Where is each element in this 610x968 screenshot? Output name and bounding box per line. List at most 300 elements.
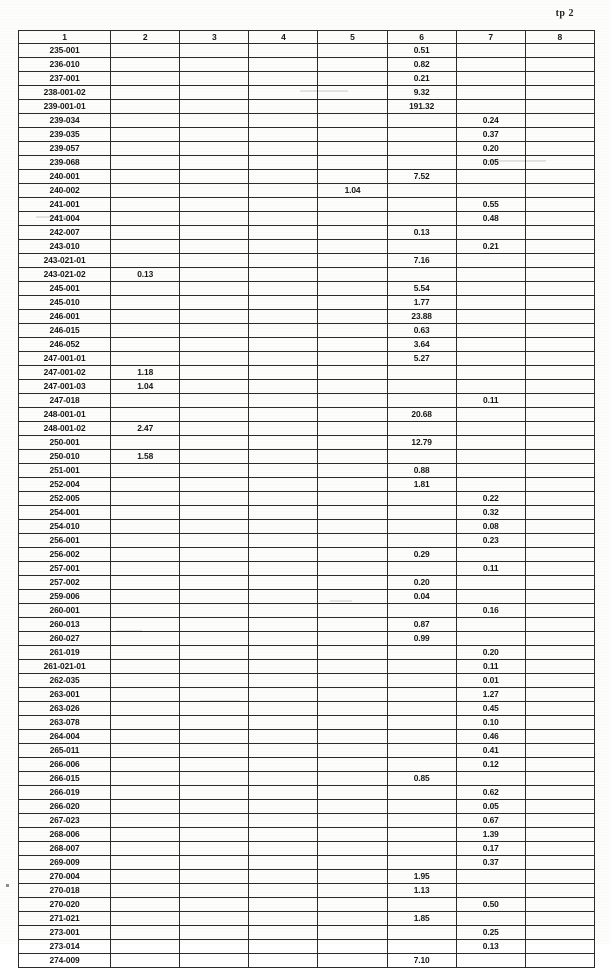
row-code: 266-006 [19,758,111,772]
row-value-col7 [456,100,525,114]
row-code: 247-018 [19,394,111,408]
row-value-col6 [387,646,456,660]
row-value-col3 [180,926,249,940]
row-value-col7: 0.41 [456,744,525,758]
row-value-col4 [249,170,318,184]
row-value-col7 [456,912,525,926]
table-row [19,562,595,576]
row-value-col7 [456,436,525,450]
row-code: 265-011 [19,744,111,758]
row-value-col3 [180,786,249,800]
row-value-col7: 0.50 [456,898,525,912]
row-value-col8 [525,898,594,912]
row-value-col8 [525,184,594,198]
row-value-col7 [456,254,525,268]
row-value-col5 [318,226,387,240]
row-value-col8 [525,758,594,772]
row-value-col4 [249,464,318,478]
row-value-col2 [111,436,180,450]
column-header-6: 6 [387,31,456,44]
row-value-col6 [387,268,456,282]
row-value-col2: 1.18 [111,366,180,380]
table-row [19,576,595,590]
row-value-col3 [180,534,249,548]
row-value-col5 [318,72,387,86]
row-code: 270-020 [19,898,111,912]
row-code: 250-010 [19,450,111,464]
row-value-col6 [387,744,456,758]
table-row [19,492,595,506]
row-value-col2 [111,604,180,618]
row-value-col5 [318,772,387,786]
table-row [19,170,595,184]
row-value-col7: 0.23 [456,534,525,548]
table-row [19,338,595,352]
row-value-col7 [456,590,525,604]
row-code: 247-001-01 [19,352,111,366]
row-value-col3 [180,170,249,184]
row-value-col4 [249,408,318,422]
row-value-col8 [525,352,594,366]
row-value-col2 [111,632,180,646]
row-value-col6 [387,184,456,198]
row-value-col2 [111,296,180,310]
row-value-col5 [318,366,387,380]
table-row [19,184,595,198]
row-value-col6: 0.87 [387,618,456,632]
row-value-col8 [525,44,594,58]
row-value-col6 [387,534,456,548]
row-value-col3 [180,520,249,534]
row-value-col2 [111,842,180,856]
row-value-col5 [318,632,387,646]
row-value-col2 [111,912,180,926]
row-value-col8 [525,422,594,436]
row-value-col2 [111,716,180,730]
data-table [18,30,595,968]
row-value-col7 [456,58,525,72]
row-value-col7: 0.21 [456,240,525,254]
row-code: 245-001 [19,282,111,296]
row-value-col2 [111,338,180,352]
row-value-col6 [387,114,456,128]
row-value-col8 [525,366,594,380]
row-value-col5 [318,842,387,856]
row-code: 264-004 [19,730,111,744]
row-code: 254-001 [19,506,111,520]
table-row [19,296,595,310]
row-value-col6: 191.32 [387,100,456,114]
row-value-col6: 1.81 [387,478,456,492]
table-row [19,870,595,884]
row-value-col4 [249,898,318,912]
table-header-row [19,31,595,44]
row-value-col8 [525,590,594,604]
row-value-col7: 0.01 [456,674,525,688]
row-value-col5 [318,604,387,618]
row-value-col3 [180,408,249,422]
row-value-col4 [249,828,318,842]
table-row [19,114,595,128]
row-value-col2: 0.13 [111,268,180,282]
row-value-col6: 1.13 [387,884,456,898]
row-code: 273-001 [19,926,111,940]
row-value-col3 [180,268,249,282]
row-value-col7 [456,464,525,478]
row-value-col7: 0.25 [456,926,525,940]
row-value-col4 [249,758,318,772]
row-value-col8 [525,842,594,856]
row-value-col8 [525,310,594,324]
row-value-col6 [387,492,456,506]
row-value-col3 [180,422,249,436]
row-value-col8 [525,268,594,282]
row-code: 252-004 [19,478,111,492]
row-value-col7: 0.20 [456,646,525,660]
row-code: 245-010 [19,296,111,310]
row-value-col6 [387,674,456,688]
row-value-col5 [318,702,387,716]
row-value-col8 [525,954,594,968]
row-value-col4 [249,912,318,926]
row-value-col4 [249,786,318,800]
table-row [19,380,595,394]
table-row [19,730,595,744]
row-value-col2 [111,618,180,632]
row-value-col3 [180,758,249,772]
row-value-col3 [180,72,249,86]
row-value-col6: 1.85 [387,912,456,926]
row-value-col8 [525,926,594,940]
row-value-col5 [318,338,387,352]
row-value-col4 [249,772,318,786]
row-value-col5 [318,884,387,898]
row-code: 239-001-01 [19,100,111,114]
row-value-col2 [111,884,180,898]
row-value-col7 [456,548,525,562]
row-value-col2 [111,940,180,954]
row-code: 246-015 [19,324,111,338]
row-value-col7 [456,184,525,198]
row-value-col7: 0.37 [456,128,525,142]
row-value-col8 [525,772,594,786]
row-value-col5 [318,86,387,100]
row-code: 248-001-02 [19,422,111,436]
row-value-col7 [456,408,525,422]
row-code: 239-057 [19,142,111,156]
row-value-col2 [111,730,180,744]
row-value-col4 [249,534,318,548]
row-value-col6: 1.95 [387,870,456,884]
row-code: 256-002 [19,548,111,562]
row-value-col2 [111,282,180,296]
table-row [19,898,595,912]
row-value-col7 [456,226,525,240]
row-code: 241-001 [19,198,111,212]
row-value-col6 [387,828,456,842]
row-value-col6 [387,450,456,464]
row-value-col8 [525,156,594,170]
row-value-col2 [111,100,180,114]
row-value-col2 [111,170,180,184]
row-value-col8 [525,198,594,212]
row-value-col5 [318,940,387,954]
row-value-col5 [318,744,387,758]
row-value-col3 [180,912,249,926]
table-row [19,842,595,856]
row-value-col2 [111,114,180,128]
row-value-col4 [249,296,318,310]
row-code: 237-001 [19,72,111,86]
row-value-col3 [180,898,249,912]
row-value-col8 [525,338,594,352]
row-value-col2 [111,688,180,702]
row-value-col3 [180,464,249,478]
row-value-col4 [249,142,318,156]
row-code: 263-001 [19,688,111,702]
row-value-col3 [180,240,249,254]
table-row [19,198,595,212]
table-row [19,926,595,940]
table-row [19,282,595,296]
row-value-col3 [180,702,249,716]
row-value-col3 [180,198,249,212]
table-row [19,422,595,436]
row-value-col4 [249,856,318,870]
table-row [19,352,595,366]
row-value-col2 [111,660,180,674]
table-row [19,786,595,800]
row-value-col8 [525,814,594,828]
row-value-col4 [249,660,318,674]
row-value-col7 [456,338,525,352]
row-value-col7: 0.11 [456,562,525,576]
row-code: 262-035 [19,674,111,688]
row-value-col6: 0.04 [387,590,456,604]
row-value-col4 [249,814,318,828]
row-value-col6: 7.16 [387,254,456,268]
row-value-col8 [525,688,594,702]
row-value-col7: 0.05 [456,156,525,170]
table-row [19,758,595,772]
row-code: 260-027 [19,632,111,646]
row-value-col4 [249,366,318,380]
row-value-col5 [318,856,387,870]
row-value-col7: 0.11 [456,660,525,674]
row-value-col2: 1.04 [111,380,180,394]
row-value-col8 [525,632,594,646]
row-value-col6 [387,716,456,730]
table-row [19,408,595,422]
table-row [19,394,595,408]
row-value-col2 [111,534,180,548]
row-value-col4 [249,926,318,940]
row-code: 257-002 [19,576,111,590]
row-value-col3 [180,86,249,100]
table-row [19,506,595,520]
row-value-col7 [456,870,525,884]
table-row [19,814,595,828]
row-value-col5 [318,506,387,520]
row-value-col2 [111,898,180,912]
row-value-col8 [525,240,594,254]
row-value-col7 [456,44,525,58]
row-value-col7 [456,478,525,492]
row-value-col5 [318,618,387,632]
row-value-col4 [249,478,318,492]
row-value-col2: 1.58 [111,450,180,464]
row-value-col8 [525,324,594,338]
row-value-col7 [456,310,525,324]
row-value-col6: 0.88 [387,464,456,478]
column-header-8: 8 [525,31,594,44]
row-value-col6 [387,940,456,954]
row-value-col4 [249,394,318,408]
row-value-col5 [318,926,387,940]
column-header-2: 2 [111,31,180,44]
row-value-col3 [180,576,249,590]
row-value-col6: 5.54 [387,282,456,296]
row-value-col5 [318,590,387,604]
row-value-col6 [387,520,456,534]
row-value-col7 [456,772,525,786]
row-code: 274-009 [19,954,111,968]
table-row [19,142,595,156]
row-value-col3 [180,940,249,954]
row-value-col3 [180,646,249,660]
table-row [19,212,595,226]
table-row [19,58,595,72]
row-value-col8 [525,226,594,240]
row-value-col8 [525,506,594,520]
row-value-col7: 0.10 [456,716,525,730]
row-value-col6: 1.77 [387,296,456,310]
row-value-col8 [525,128,594,142]
row-value-col3 [180,324,249,338]
row-value-col2 [111,520,180,534]
row-value-col3 [180,436,249,450]
row-value-col4 [249,520,318,534]
row-code: 268-006 [19,828,111,842]
row-value-col7: 0.12 [456,758,525,772]
row-value-col8 [525,940,594,954]
row-code: 243-021-02 [19,268,111,282]
row-value-col5 [318,450,387,464]
row-value-col7: 0.17 [456,842,525,856]
row-value-col7 [456,632,525,646]
row-value-col8 [525,828,594,842]
row-value-col8 [525,548,594,562]
row-value-col7: 0.08 [456,520,525,534]
row-value-col2 [111,702,180,716]
row-value-col5 [318,58,387,72]
table-row [19,324,595,338]
row-value-col7 [456,86,525,100]
row-value-col2 [111,310,180,324]
row-value-col2 [111,156,180,170]
row-value-col8 [525,716,594,730]
row-value-col8 [525,282,594,296]
row-value-col5 [318,198,387,212]
table-row [19,744,595,758]
table-row [19,268,595,282]
row-value-col2 [111,786,180,800]
row-value-col4 [249,576,318,590]
table-row [19,618,595,632]
row-value-col4 [249,632,318,646]
row-value-col3 [180,814,249,828]
table-row [19,100,595,114]
table-row [19,44,595,58]
row-value-col6: 9.32 [387,86,456,100]
row-value-col2 [111,86,180,100]
row-value-col4 [249,128,318,142]
row-value-col4 [249,702,318,716]
row-value-col6 [387,856,456,870]
row-value-col2 [111,562,180,576]
row-value-col5 [318,142,387,156]
table-row [19,450,595,464]
row-value-col2 [111,142,180,156]
row-value-col4 [249,212,318,226]
row-value-col3 [180,562,249,576]
row-value-col2 [111,478,180,492]
row-value-col5 [318,646,387,660]
row-code: 239-068 [19,156,111,170]
table-body [19,44,595,968]
column-header-1: 1 [19,31,111,44]
row-value-col6: 0.82 [387,58,456,72]
row-value-col8 [525,170,594,184]
row-value-col2 [111,674,180,688]
row-code: 243-021-01 [19,254,111,268]
row-code: 263-026 [19,702,111,716]
row-value-col6 [387,562,456,576]
row-value-col4 [249,310,318,324]
row-value-col7 [456,422,525,436]
row-value-col6: 5.27 [387,352,456,366]
row-value-col7: 0.55 [456,198,525,212]
row-value-col2 [111,226,180,240]
column-header-7: 7 [456,31,525,44]
row-value-col6 [387,128,456,142]
table-row [19,632,595,646]
row-value-col5 [318,814,387,828]
row-value-col3 [180,282,249,296]
row-value-col3 [180,688,249,702]
row-value-col3 [180,884,249,898]
row-code: 252-005 [19,492,111,506]
row-value-col3 [180,618,249,632]
row-value-col4 [249,450,318,464]
row-value-col6: 12.79 [387,436,456,450]
row-value-col3 [180,142,249,156]
row-value-col5 [318,436,387,450]
table-row [19,660,595,674]
row-value-col5 [318,254,387,268]
row-value-col7 [456,296,525,310]
row-value-col5 [318,562,387,576]
row-code: 238-001-02 [19,86,111,100]
row-value-col2 [111,758,180,772]
row-value-col8 [525,674,594,688]
row-value-col5 [318,100,387,114]
row-code: 246-001 [19,310,111,324]
row-value-col4 [249,436,318,450]
row-value-col7 [456,352,525,366]
row-value-col3 [180,114,249,128]
row-value-col6 [387,702,456,716]
